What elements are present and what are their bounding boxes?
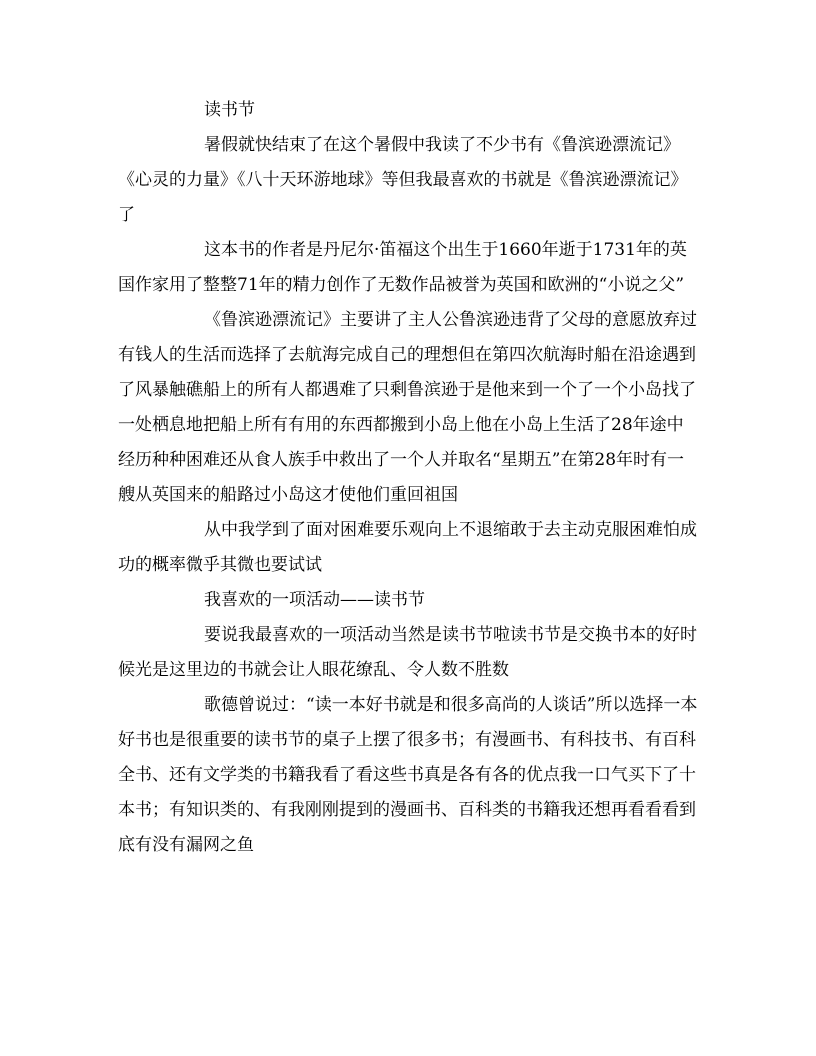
paragraph-author: 这本书的作者是丹尼尔·笛福这个出生于1660年逝于1731年的英国作家用了整整71年的精力创作了无数作品被誉为英国和欧洲的“小说之父” <box>118 240 687 295</box>
paragraph-lesson: 从中我学到了面对困难要乐观向上不退缩敢于去主动克服困难怕成功的概率微乎其微也要试试 <box>118 520 697 575</box>
heading-reading-festival: 读书节 <box>204 100 255 120</box>
document-body <box>118 93 698 863</box>
paragraph-summer-books: 暑假就快结束了在这个暑假中我读了不少书有《鲁滨逊漂流记》《心灵的力量》《八十天环游地球》等但我最喜欢的书就是《鲁滨逊漂流记》了 <box>118 135 688 225</box>
paragraph-book-exchange: 要说我最喜欢的一项活动当然是读书节啦读书节是交换书本的好时候光是这里边的书就会让人眼花缭乱、令人数不胜数 <box>118 625 697 680</box>
heading-favorite-activity: 我喜欢的一项活动——读书节 <box>204 590 425 610</box>
paragraph-goethe-quote: 歌德曾说过：“读一本好书就是和很多高尚的人谈话”所以选择一本好书也是很重要的读书节的桌子上摆了很多书；有漫画书、有科技书、有百科全书、还有文学类的书籍我看了看这些书真是各有各的优点我一口气买下了十本书；有知识类的、有我刚刚提到的漫画书、百科类的书籍我还想再看看看到底有没有漏网之鱼 <box>118 695 698 855</box>
paragraph-story-summary: 《鲁滨逊漂流记》主要讲了主人公鲁滨逊违背了父母的意愿放弃过有钱人的生活而选择了去航海完成自己的理想但在第四次航海时船在沿途遇到了风暴触礁船上的所有人都遇难了只剩鲁滨逊于是他来到一个了一个小岛找了一处栖息地把船上所有有用的东西都搬到小岛上他在小岛上生活了28年途中经历种种困难还从食人族手中救出了一个人并取名“星期五”在第28年时有一艘从英国来的船路过小岛这才使他们重回祖国 <box>118 310 697 505</box>
